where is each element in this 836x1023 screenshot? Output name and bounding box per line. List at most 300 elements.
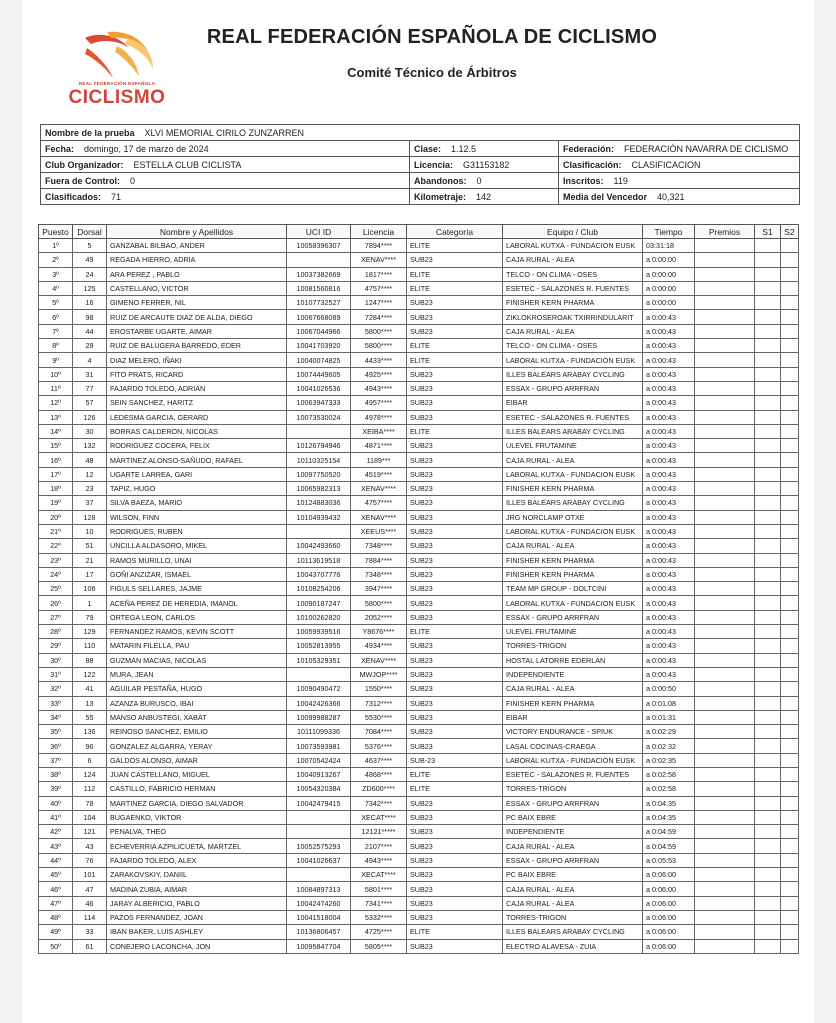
s1-cell: [755, 725, 781, 739]
time-cell: a 0:00:43: [643, 396, 695, 410]
premios-cell: [695, 853, 755, 867]
category-cell: SUB23: [407, 367, 503, 381]
premios-cell: [695, 267, 755, 281]
time-cell: a 0:00:43: [643, 510, 695, 524]
position-cell: 45º: [39, 868, 73, 882]
time-cell: a 0:04:59: [643, 825, 695, 839]
table-row: [39, 910, 799, 924]
s2-cell: [781, 610, 799, 624]
category-cell: SUB23: [407, 496, 503, 510]
uci-id-cell: 10067044966: [287, 324, 351, 338]
bib-cell: 122: [73, 667, 107, 681]
position-cell: 42º: [39, 825, 73, 839]
s1-cell: [755, 367, 781, 381]
team-cell: EIBAR: [503, 396, 643, 410]
s2-cell: [781, 739, 799, 753]
license-cell: 4957****: [351, 396, 407, 410]
bib-cell: 33: [73, 925, 107, 939]
position-cell: 31º: [39, 667, 73, 681]
team-cell: FINISHER KERN PHARMA: [503, 696, 643, 710]
team-cell: CAJA RURAL - ALEA: [503, 324, 643, 338]
category-cell: SUB23: [407, 896, 503, 910]
s1-cell: [755, 567, 781, 581]
rider-name-cell: LEDESMA GARCIA, GERARD: [107, 410, 287, 424]
col-tiempo: Tiempo: [643, 225, 695, 239]
category-cell: ELITE: [407, 339, 503, 353]
col-puesto: Puesto: [39, 225, 73, 239]
team-cell: ESETEC - SALAZONES R. FUENTES: [503, 767, 643, 781]
team-cell: TORRES-TRIGON: [503, 782, 643, 796]
time-cell: a 0:00:50: [643, 682, 695, 696]
s1-cell: [755, 839, 781, 853]
s1-cell: [755, 310, 781, 324]
s1-cell: [755, 553, 781, 567]
s2-cell: [781, 896, 799, 910]
s2-cell: [781, 710, 799, 724]
rider-name-cell: MARTINEZ ALONSO-SAÑUDO, RAFAEL: [107, 453, 287, 467]
s2-cell: [781, 353, 799, 367]
rider-name-cell: ORTEGA LEON, CARLOS: [107, 610, 287, 624]
license-cell: 5801****: [351, 882, 407, 896]
premios-cell: [695, 482, 755, 496]
category-cell: ELITE: [407, 767, 503, 781]
position-cell: 2º: [39, 253, 73, 267]
position-cell: 36º: [39, 739, 73, 753]
time-cell: a 0:00:43: [643, 410, 695, 424]
s2-cell: [781, 782, 799, 796]
time-cell: a 0:00:43: [643, 453, 695, 467]
team-cell: TELCO - ON CLIMA - OSES: [503, 267, 643, 281]
table-row: [39, 510, 799, 524]
category-cell: SUB23: [407, 868, 503, 882]
rider-name-cell: GALDOS ALONSO, AIMAR: [107, 753, 287, 767]
category-cell: SUB23: [407, 882, 503, 896]
license-cell: Licencia: G31153182: [410, 157, 559, 173]
position-cell: 27º: [39, 610, 73, 624]
time-cell: a 0:00:00: [643, 296, 695, 310]
rider-name-cell: DIAZ MELERO, IÑAKI: [107, 353, 287, 367]
license-cell: 4871****: [351, 439, 407, 453]
position-cell: 43º: [39, 839, 73, 853]
uci-id-cell: 10070542424: [287, 753, 351, 767]
bib-cell: 121: [73, 825, 107, 839]
position-cell: 25º: [39, 582, 73, 596]
team-cell: ESSAX - GRUPO ARRFRAN: [503, 796, 643, 810]
premios-cell: [695, 353, 755, 367]
s1-cell: [755, 796, 781, 810]
category-cell: SUB-23: [407, 753, 503, 767]
s2-cell: [781, 910, 799, 924]
race-name: XLVI MEMORIAL CIRILO ZUNZARREN: [144, 127, 305, 138]
s1-cell: [755, 396, 781, 410]
s2-cell: [781, 868, 799, 882]
category-cell: SUB23: [407, 324, 503, 338]
team-cell: CAJA RURAL - ALEA: [503, 896, 643, 910]
uci-id-cell: 10108254206: [287, 582, 351, 596]
uci-id-cell: [287, 524, 351, 538]
premios-cell: [695, 896, 755, 910]
time-cell: a 0:00:43: [643, 539, 695, 553]
license-cell: 7348****: [351, 539, 407, 553]
category-cell: SUB23: [407, 396, 503, 410]
time-cell: a 0:00:43: [643, 625, 695, 639]
rider-name-cell: RUIZ DE BALUGERA BARREDO, EDER: [107, 339, 287, 353]
table-row: [39, 925, 799, 939]
uci-id-cell: 10052575293: [287, 839, 351, 853]
s1-cell: [755, 339, 781, 353]
category-cell: SUB23: [407, 853, 503, 867]
premios-cell: [695, 696, 755, 710]
category-cell: ELITE: [407, 625, 503, 639]
license-cell: 4433****: [351, 353, 407, 367]
table-row: [39, 767, 799, 781]
license-cell: 1817****: [351, 267, 407, 281]
table-row: [39, 939, 799, 953]
position-cell: 13º: [39, 410, 73, 424]
rider-name-cell: ARA PEREZ , PABLO: [107, 267, 287, 281]
position-cell: 1º: [39, 239, 73, 253]
rider-name-cell: AGUILAR PESTAÑA, HUGO: [107, 682, 287, 696]
team-cell: ILLES BALEARS ARABAY CYCLING: [503, 424, 643, 438]
s2-cell: [781, 839, 799, 853]
s2-cell: [781, 553, 799, 567]
category-cell: ELITE: [407, 267, 503, 281]
premios-cell: [695, 653, 755, 667]
rider-name-cell: MURA, JEAN: [107, 667, 287, 681]
team-cell: ULEVEL FRUTAMINE: [503, 439, 643, 453]
table-row: [39, 839, 799, 853]
category-cell: SUB23: [407, 696, 503, 710]
category-cell: SUB23: [407, 510, 503, 524]
position-cell: 24º: [39, 567, 73, 581]
team-cell: CAJA RURAL - ALEA: [503, 539, 643, 553]
position-cell: 20º: [39, 510, 73, 524]
license-cell: XENAV****: [351, 253, 407, 267]
bib-cell: 17: [73, 567, 107, 581]
position-cell: 19º: [39, 496, 73, 510]
rider-name-cell: PAZOS FERNANDEZ, JOAN: [107, 910, 287, 924]
bib-cell: 79: [73, 610, 107, 624]
team-cell: INDEPENDIENTE: [503, 667, 643, 681]
team-cell: LABORAL KUTXA - FUNDACION EUSK: [503, 239, 643, 253]
race-date: domingo, 17 de marzo de 2024: [84, 143, 209, 154]
license-cell: 5530****: [351, 710, 407, 724]
s1-cell: [755, 868, 781, 882]
time-cell: a 0:02:29: [643, 725, 695, 739]
bib-cell: 57: [73, 396, 107, 410]
rider-name-cell: TAPIZ, HUGO: [107, 482, 287, 496]
time-cell: a 0:02:35: [643, 753, 695, 767]
category-cell: ELITE: [407, 782, 503, 796]
time-cell: a 0:05:53: [643, 853, 695, 867]
bib-cell: 21: [73, 553, 107, 567]
rider-name-cell: SILVA BAEZA, MARIO: [107, 496, 287, 510]
rider-name-cell: MANSO ANBUSTEGI, XABAT: [107, 710, 287, 724]
license-cell: 4637****: [351, 753, 407, 767]
license-cell: 4519****: [351, 467, 407, 481]
rider-name-cell: SEIN SANCHEZ, HARITZ: [107, 396, 287, 410]
premios-cell: [695, 925, 755, 939]
s2-cell: [781, 667, 799, 681]
time-cell: a 0:00:43: [643, 482, 695, 496]
table-row: [39, 267, 799, 281]
position-cell: 50º: [39, 939, 73, 953]
license-cell: 5800****: [351, 339, 407, 353]
category-cell: SUB23: [407, 682, 503, 696]
s2-cell: [781, 767, 799, 781]
table-row: [39, 339, 799, 353]
s2-cell: [781, 296, 799, 310]
s2-cell: [781, 625, 799, 639]
license-cell: ZD600****: [351, 782, 407, 796]
premios-cell: [695, 553, 755, 567]
registered-cell: Inscritos: 119: [559, 173, 800, 189]
time-cell: 03:31:18: [643, 239, 695, 253]
license-cell: XEEUS****: [351, 524, 407, 538]
s2-cell: [781, 367, 799, 381]
premios-cell: [695, 453, 755, 467]
position-cell: 9º: [39, 353, 73, 367]
time-cell: a 0:00:00: [643, 253, 695, 267]
premios-cell: [695, 682, 755, 696]
bib-cell: 128: [73, 510, 107, 524]
s2-cell: [781, 510, 799, 524]
category-cell: SUB23: [407, 596, 503, 610]
team-cell: LABORAL KUTXA - FUNDACION EUSK: [503, 353, 643, 367]
license-cell: 2052****: [351, 610, 407, 624]
position-cell: 6º: [39, 310, 73, 324]
time-cell: a 0:00:43: [643, 324, 695, 338]
table-row: [39, 439, 799, 453]
s1-cell: [755, 596, 781, 610]
rider-name-cell: ZARAKOVSKIY, DANIIL: [107, 868, 287, 882]
category-cell: SUB23: [407, 910, 503, 924]
premios-cell: [695, 410, 755, 424]
rider-name-cell: BUGAENKO, VIKTOR: [107, 810, 287, 824]
premios-cell: [695, 825, 755, 839]
rider-name-cell: UGARTE LARREA, GARI: [107, 467, 287, 481]
s1-cell: [755, 439, 781, 453]
uci-id-cell: 10054320384: [287, 782, 351, 796]
organizer-cell: Club Organizador: ESTELLA CLUB CICLISTA: [41, 157, 410, 173]
time-cell: a 0:00:00: [643, 281, 695, 295]
uci-id-cell: 10095847704: [287, 939, 351, 953]
results-table: [38, 224, 799, 954]
s1-cell: [755, 910, 781, 924]
table-row: [39, 710, 799, 724]
time-cell: a 0:06:00: [643, 925, 695, 939]
uci-id-cell: 10084897313: [287, 882, 351, 896]
uci-id-cell: 10042426366: [287, 696, 351, 710]
rider-name-cell: FAJARDO TOLEDO, ALEX: [107, 853, 287, 867]
license-cell: 7342****: [351, 796, 407, 810]
premios-cell: [695, 639, 755, 653]
premios-cell: [695, 567, 755, 581]
time-cell: a 0:00:43: [643, 439, 695, 453]
bib-cell: 61: [73, 939, 107, 953]
position-cell: 48º: [39, 910, 73, 924]
table-row: [39, 396, 799, 410]
premios-cell: [695, 296, 755, 310]
s1-cell: [755, 610, 781, 624]
position-cell: 49º: [39, 925, 73, 939]
s1-cell: [755, 767, 781, 781]
premios-cell: [695, 467, 755, 481]
table-row: [39, 453, 799, 467]
s2-cell: [781, 424, 799, 438]
time-cell: a 0:00:43: [643, 496, 695, 510]
s1-cell: [755, 239, 781, 253]
premios-cell: [695, 882, 755, 896]
cyclist-swoosh-icon: [77, 28, 157, 80]
s2-cell: [781, 439, 799, 453]
position-cell: 26º: [39, 596, 73, 610]
uci-id-cell: 10104939432: [287, 510, 351, 524]
bib-cell: 110: [73, 639, 107, 653]
uci-id-cell: 10105329351: [287, 653, 351, 667]
table-row: [39, 482, 799, 496]
premios-cell: [695, 596, 755, 610]
uci-id-cell: 10059939516: [287, 625, 351, 639]
position-cell: 44º: [39, 853, 73, 867]
time-cell: a 0:06:00: [643, 910, 695, 924]
category-cell: ELITE: [407, 281, 503, 295]
license-cell: 4978****: [351, 410, 407, 424]
s1-cell: [755, 653, 781, 667]
rider-name-cell: CASTILLO, FABRICIO HERMAN: [107, 782, 287, 796]
license-cell: XECAT****: [351, 868, 407, 882]
distance-cell: Kilometraje: 142: [410, 189, 559, 205]
race-info-table: [40, 124, 800, 205]
license-cell: XENAV****: [351, 482, 407, 496]
s1-cell: [755, 882, 781, 896]
time-cell: a 0:00:43: [643, 310, 695, 324]
col-categoria: Categoría: [407, 225, 503, 239]
team-cell: FINISHER KERN PHARMA: [503, 567, 643, 581]
bib-cell: 49: [73, 253, 107, 267]
category-cell: SUB23: [407, 553, 503, 567]
s2-cell: [781, 596, 799, 610]
premios-cell: [695, 381, 755, 395]
category-cell: SUB23: [407, 610, 503, 624]
s1-cell: [755, 925, 781, 939]
s1-cell: [755, 524, 781, 538]
team-cell: LABORAL KUTXA - FUNDACION EUSK: [503, 524, 643, 538]
table-row: [39, 296, 799, 310]
s1-cell: [755, 453, 781, 467]
time-cell: a 0:02:58: [643, 782, 695, 796]
position-cell: 34º: [39, 710, 73, 724]
uci-id-cell: 10040913267: [287, 767, 351, 781]
team-cell: ILLES BALEARS ARABAY CYCLING: [503, 496, 643, 510]
table-row: [39, 825, 799, 839]
premios-cell: [695, 524, 755, 538]
premios-cell: [695, 753, 755, 767]
uci-id-cell: 10090490472: [287, 682, 351, 696]
col-s1: S1: [755, 225, 781, 239]
table-row: [39, 353, 799, 367]
premios-cell: [695, 667, 755, 681]
bib-cell: 37: [73, 496, 107, 510]
uci-id-cell: 10043707776: [287, 567, 351, 581]
premios-cell: [695, 367, 755, 381]
uci-id-cell: 10037382669: [287, 267, 351, 281]
bib-cell: 31: [73, 367, 107, 381]
premios-cell: [695, 910, 755, 924]
premios-cell: [695, 281, 755, 295]
bib-cell: 126: [73, 410, 107, 424]
premios-cell: [695, 939, 755, 953]
time-cell: a 0:01:31: [643, 710, 695, 724]
s1-cell: [755, 639, 781, 653]
rider-name-cell: JARAY ALBERICIO, PABLO: [107, 896, 287, 910]
s2-cell: [781, 582, 799, 596]
category-cell: SUB23: [407, 796, 503, 810]
team-cell: CAJA RURAL - ALEA: [503, 453, 643, 467]
s1-cell: [755, 281, 781, 295]
uci-id-cell: 10111099336: [287, 725, 351, 739]
s2-cell: [781, 753, 799, 767]
team-cell: ESSAX - GRUPO ARRFRAN: [503, 853, 643, 867]
bib-cell: 101: [73, 868, 107, 882]
premios-cell: [695, 767, 755, 781]
time-cell: a 0:06:00: [643, 939, 695, 953]
uci-id-cell: [287, 825, 351, 839]
s2-cell: [781, 267, 799, 281]
s1-cell: [755, 482, 781, 496]
position-cell: 37º: [39, 753, 73, 767]
team-cell: CAJA RURAL - ALEA: [503, 253, 643, 267]
rider-name-cell: FITO PRATS, RICARD: [107, 367, 287, 381]
team-cell: ESETEC - SALAZONES R. FUENTES: [503, 410, 643, 424]
bib-cell: 114: [73, 910, 107, 924]
rider-name-cell: RUIZ DE ARCAUTE DIAZ DE ALDA, DIEGO: [107, 310, 287, 324]
category-cell: SUB23: [407, 839, 503, 853]
s1-cell: [755, 353, 781, 367]
s2-cell: [781, 682, 799, 696]
table-row: [39, 667, 799, 681]
category-cell: SUB23: [407, 825, 503, 839]
bib-cell: 129: [73, 625, 107, 639]
team-cell: LABORAL KUTXA - FUNDACION EUSK: [503, 596, 643, 610]
uci-id-cell: 10110325154: [287, 453, 351, 467]
uci-id-cell: 10041026637: [287, 853, 351, 867]
rider-name-cell: CONEJERO LACONCHA, JON: [107, 939, 287, 953]
time-cell: a 0:00:43: [643, 424, 695, 438]
rider-name-cell: REINOSO SANCHEZ, EMILIO: [107, 725, 287, 739]
uci-id-cell: [287, 253, 351, 267]
time-cell: a 0:04:59: [643, 839, 695, 853]
category-cell: SUB23: [407, 482, 503, 496]
team-cell: ESSAX - GRUPO ARRFRAN: [503, 381, 643, 395]
license-cell: XENAV****: [351, 653, 407, 667]
time-cell: a 0:04:35: [643, 810, 695, 824]
category-cell: ELITE: [407, 925, 503, 939]
table-row: [39, 682, 799, 696]
rider-name-cell: EROSTARBE UGARTE, AIMAR: [107, 324, 287, 338]
position-cell: 17º: [39, 467, 73, 481]
s2-cell: [781, 310, 799, 324]
team-cell: CAJA RURAL - ALEA: [503, 882, 643, 896]
bib-cell: 78: [73, 796, 107, 810]
time-cell: a 0:00:00: [643, 267, 695, 281]
abandons-cell: Abandonos: 0: [410, 173, 559, 189]
rider-name-cell: BORRAS CALDERON, NICOLAS: [107, 424, 287, 438]
race-name-cell: Nombre de la prueba XLVI MEMORIAL CIRILO ZUNZARREN: [41, 125, 800, 141]
license-cell: Y8676****: [351, 625, 407, 639]
bib-cell: 23: [73, 482, 107, 496]
uci-id-cell: 10074449605: [287, 367, 351, 381]
